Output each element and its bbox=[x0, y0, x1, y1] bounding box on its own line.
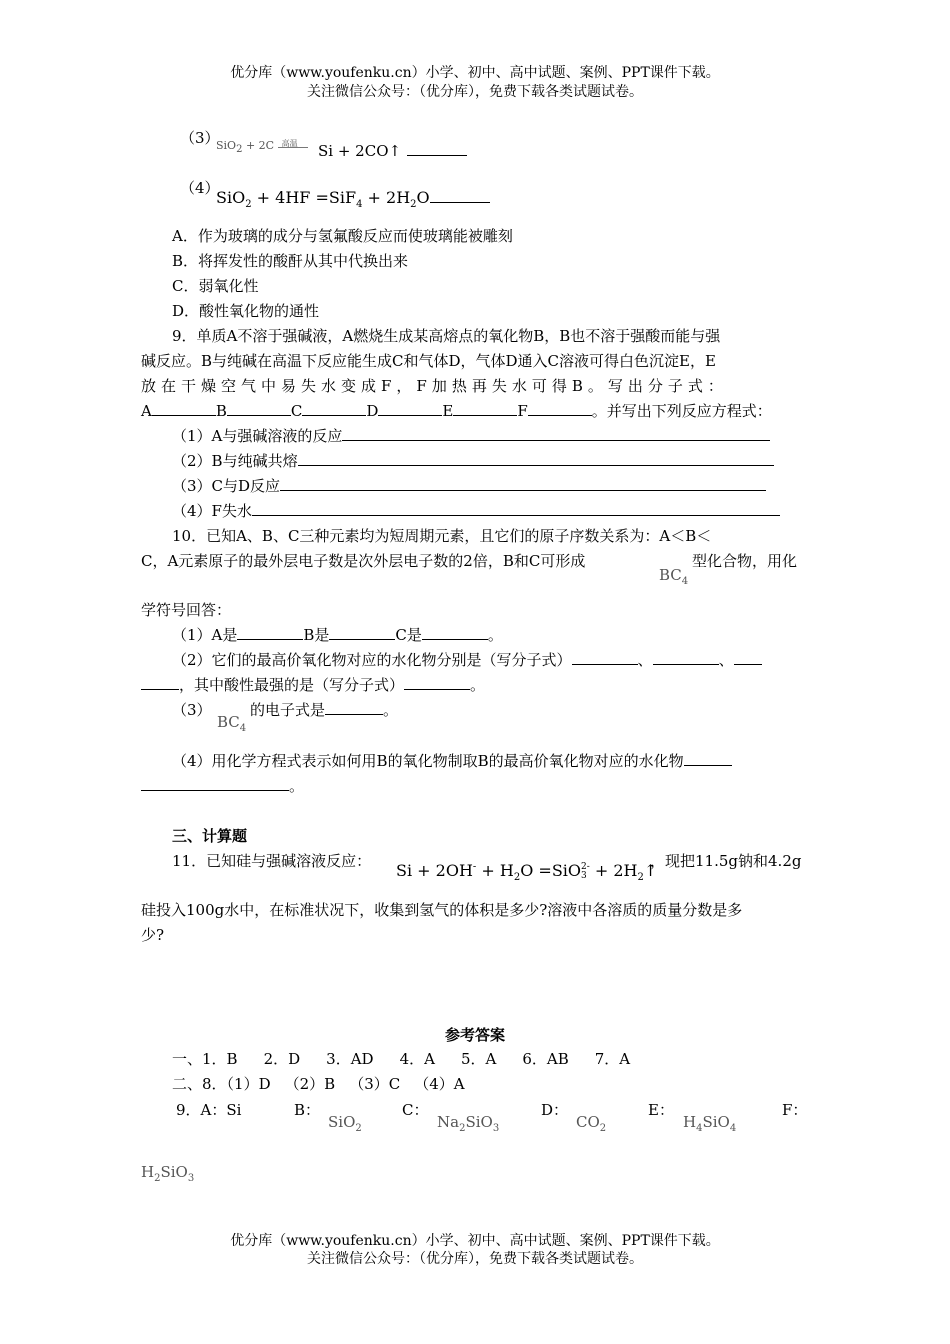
blank-b[interactable] bbox=[227, 401, 291, 416]
answers-row-1: 一、1．B 2．D 3．AD 4．A 5．A 6．AB 7．A bbox=[172, 1050, 631, 1068]
q11-intro: 11．已知硅与强碱溶液反应： bbox=[172, 852, 372, 870]
answer-9-d-label: D： bbox=[541, 1101, 569, 1119]
q10-sub-1: （1）A是 B是 C是 。 bbox=[172, 626, 503, 644]
answer-blank[interactable] bbox=[325, 700, 383, 715]
q8-item3-num: （3） bbox=[180, 129, 220, 147]
answer-blank[interactable] bbox=[422, 625, 488, 640]
q10-sub-3-tail: 的电子式是 。 bbox=[250, 701, 399, 719]
answer-9-a: 9．A：Si bbox=[176, 1101, 242, 1119]
q9-sub-4: （4）F失水 bbox=[172, 501, 780, 521]
q8-item4-equation: $SiO_2 + 4HF =SiF_4 + 2H_2O$ bbox=[216, 188, 490, 208]
answer-blank[interactable] bbox=[572, 650, 638, 665]
section-3-title: 三、计算题 bbox=[172, 827, 248, 845]
answer-blank[interactable] bbox=[430, 188, 490, 203]
answer-9-f-label: F： bbox=[782, 1101, 808, 1119]
answers-title: 参考答案 bbox=[444, 1026, 505, 1044]
answer-blank[interactable] bbox=[734, 650, 762, 665]
answer-9-e-label: E： bbox=[648, 1101, 674, 1119]
q11-intro-tail: ，现把11.5g钠和4.2g bbox=[650, 852, 802, 870]
bc4-formula-2: $BC_4$ bbox=[217, 713, 247, 734]
q8-option-c: C．弱氧化性 bbox=[172, 277, 259, 295]
q9-line-4: A B C D E F 。并写出下列反应方程式： bbox=[141, 402, 772, 420]
q11-equation: $Si + 2OH^- + H_2O =SiO$ 2- 3 + $2H_2↑$ bbox=[396, 861, 658, 884]
answer-9-e: $H_4SiO_4$ bbox=[683, 1113, 737, 1134]
q8-item3 bbox=[180, 128, 220, 148]
q10-sub-2: （2）它们的最高价氧化物对应的水化物分别是（写分子式） 、 、 bbox=[172, 650, 762, 670]
q8-option-d: D．酸性氧化物的通性 bbox=[172, 302, 320, 320]
answer-9-b: SiO$_2$ bbox=[328, 1113, 362, 1134]
q9-sub-2: （2）B与纯碱共熔 bbox=[172, 451, 774, 471]
blank-c[interactable] bbox=[302, 401, 366, 416]
answer-blank[interactable] bbox=[342, 426, 770, 441]
answer-blank[interactable] bbox=[407, 141, 467, 156]
blank-e[interactable] bbox=[453, 401, 517, 416]
q10-sub-4: （4）用化学方程式表示如何用B的氧化物制取B的最高价氧化物对应的水化物 bbox=[172, 751, 732, 771]
blank-d[interactable] bbox=[378, 401, 442, 416]
answer-9-c: $Na_2SiO_3$ bbox=[437, 1113, 500, 1134]
answer-blank[interactable] bbox=[404, 675, 470, 690]
q10-sub-4-cont: 。 bbox=[141, 776, 304, 796]
q10-line-3: 学符号回答： bbox=[141, 601, 232, 619]
answer-blank[interactable] bbox=[141, 675, 179, 690]
header-line-1: 优分库（www.youfenku.cn）小学、初中、高中试题、案例、PPT课件下载。 bbox=[230, 65, 720, 81]
q10-sub-3: （3） bbox=[172, 701, 212, 719]
q8-item4-num: （4） bbox=[180, 179, 220, 197]
q11-line-3: 少? bbox=[141, 926, 165, 944]
q8-option-b: B．将挥发性的酸酐从其中代换出来 bbox=[172, 252, 409, 270]
answer-blank[interactable] bbox=[252, 501, 780, 516]
answers-row-2: 二、8．（1）D （2）B （3）C （4）A bbox=[172, 1075, 465, 1093]
q9-sub-1: （1）A与强碱溶液的反应 bbox=[172, 426, 770, 446]
answer-blank[interactable] bbox=[298, 451, 774, 466]
answer-9-c-label: C： bbox=[402, 1101, 429, 1119]
q9-sub-3: （3）C与D反应 bbox=[172, 476, 766, 496]
answer-blank[interactable] bbox=[141, 776, 289, 791]
q8-item3-product: Si + 2CO↑ bbox=[318, 141, 467, 161]
bc4-formula: $BC_4$ bbox=[659, 566, 689, 587]
q11-line-2: 硅投入100g水中，在标准状况下，收集到氢气的体积是多少?溶液中各溶质的质量分数是多 bbox=[141, 901, 743, 919]
answer-blank[interactable] bbox=[329, 625, 395, 640]
answer-blank[interactable] bbox=[280, 476, 766, 491]
answer-blank[interactable] bbox=[237, 625, 303, 640]
blank-f[interactable] bbox=[528, 401, 592, 416]
footer-line-2: 关注微信公众号：（优分库），免费下载各类试题试卷。 bbox=[307, 1251, 643, 1267]
answer-9-d: $CO_2$ bbox=[576, 1113, 607, 1134]
q8-option-a: A．作为玻璃的成分与氢氟酸反应而使玻璃能被雕刻 bbox=[172, 227, 513, 245]
q9-line-2: 碱反应。B与纯碱在高温下反应能生成C和气体D，气体D通入C溶液可得白色沉淀E，E bbox=[141, 352, 716, 370]
answer-blank[interactable] bbox=[684, 751, 732, 766]
blank-a[interactable] bbox=[152, 401, 216, 416]
answer-9-b-label: B： bbox=[294, 1101, 321, 1119]
header-line-2: 关注微信公众号：（优分库），免费下载各类试题试卷。 bbox=[307, 84, 643, 100]
answer-blank[interactable] bbox=[653, 650, 719, 665]
q10-sub-2-cont: ，其中酸性最强的是（写分子式） 。 bbox=[141, 675, 485, 695]
q10-line-2b: 型化合物，用化 bbox=[692, 552, 798, 570]
q9-line-3: 放在干燥空气中易失水变成F，F加热再失水可得B。写出分子式： bbox=[141, 377, 728, 395]
reaction-arrow: 高温 bbox=[278, 140, 310, 152]
answer-9-f: $H_2SiO_3$ bbox=[141, 1163, 195, 1184]
q10-line-2a: C，A元素原子的最外层电子数是次外层电子数的2倍，B和C可形成 bbox=[141, 552, 586, 570]
q8-item3-equation: SiO$_2$ + 2C 高温 bbox=[216, 136, 310, 156]
footer-line-1: 优分库（www.youfenku.cn）小学、初中、高中试题、案例、PPT课件下载。 bbox=[230, 1233, 720, 1249]
q10-line-1: 10．已知A、B、C三种元素均为短周期元素，且它们的原子序数关系为：A＜B＜ bbox=[172, 527, 712, 545]
q9-line-1: 9．单质A不溶于强碱液，A燃烧生成某高熔点的氧化物B，B也不溶于强酸而能与强 bbox=[172, 327, 721, 345]
